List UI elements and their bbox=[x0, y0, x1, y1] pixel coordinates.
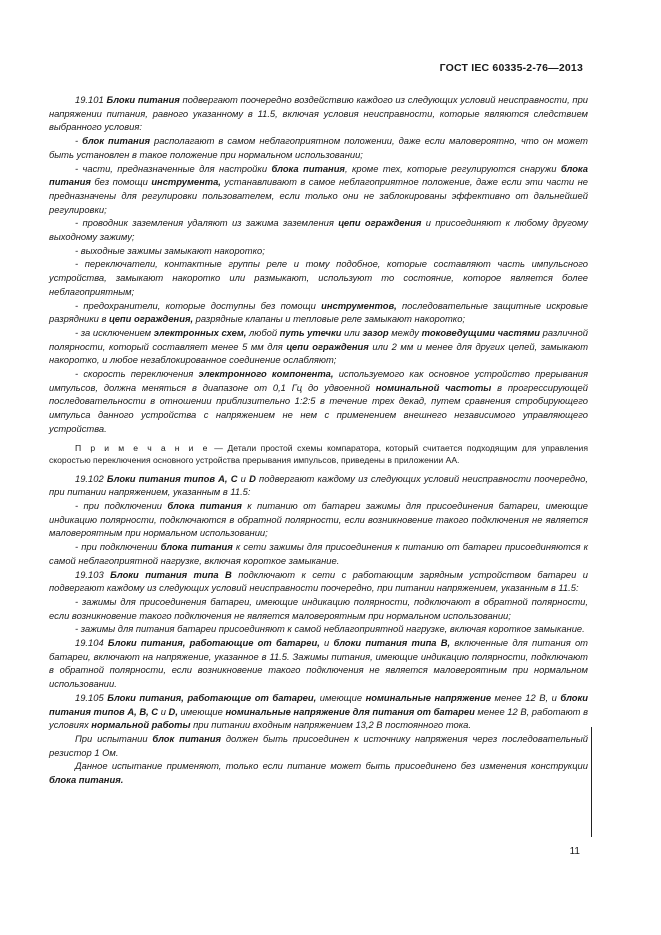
term: блока питания bbox=[167, 499, 242, 511]
term: Блоки питания bbox=[106, 94, 180, 105]
term: инструмента, bbox=[151, 176, 221, 188]
text-run: при питании входным напряжением 13,2 В постоянного тока. bbox=[190, 719, 471, 731]
list-item bbox=[49, 595, 588, 622]
list-item bbox=[49, 499, 588, 540]
text-run: - при подключении bbox=[75, 499, 168, 511]
text-run: 19.105 bbox=[75, 691, 108, 703]
text-run: и bbox=[237, 472, 250, 484]
page-number: 11 bbox=[569, 846, 580, 857]
text-run: к питанию от батареи зажимы для присоединения батареи, имеющие индикацию полярности, подключаются в обратной полярности, если возникновение такого подключения не является маловероятным при нормальном использовании; bbox=[49, 499, 588, 539]
term: цепи ограждения bbox=[286, 340, 369, 352]
text-run: При испытании bbox=[75, 732, 153, 744]
text-run: подключают к сети с работающим зарядным устройством батареи и подвергают каждому из следующих условий неисправности поочередно, при питании напряжением, указанным в 11.5: bbox=[49, 568, 588, 594]
paragraph-19-104 bbox=[49, 636, 588, 691]
text-run: или bbox=[341, 326, 363, 338]
term: D bbox=[249, 472, 256, 484]
term: блоки питания типов А, В, С bbox=[49, 691, 588, 717]
text-run: 19.103 bbox=[75, 568, 111, 580]
text-run: подвергают поочередно воздействию каждого из следующих условий неисправности, при напряжении питания, равного указанному в 11.5, включая условия неисправности, которые являются следствием выбранного условия: bbox=[49, 94, 589, 133]
text-run: - проводник заземления удаляют из зажима заземления bbox=[75, 217, 339, 229]
term: нормальной работы bbox=[91, 719, 191, 731]
text-run: имеющие bbox=[316, 691, 366, 703]
list-item bbox=[49, 162, 588, 217]
text-run: включенные для питания от батареи, включают на напряжение, указанное в 11.5. Зажимы питания, имеющие индикацию полярности, подключают в обратной полярности, если возникновение такого подключения не является маловероятным при нормальном использовании. bbox=[49, 637, 588, 690]
text-run: 19.101 bbox=[75, 94, 107, 105]
list-item bbox=[49, 216, 588, 243]
text-run: , кроме тех, которые регулируются снаружи bbox=[344, 162, 561, 174]
text-run: подвергают каждому из следующих условий неисправности поочередно, при питании напряжением, указанным в 11.5: bbox=[49, 472, 588, 498]
term: блоки питания типа В, bbox=[333, 637, 451, 649]
paragraph-19-101 bbox=[49, 93, 588, 134]
term: цепи ограждения, bbox=[109, 313, 194, 325]
text-run: и bbox=[319, 637, 334, 649]
list-item bbox=[49, 257, 588, 298]
change-bar bbox=[591, 727, 592, 837]
text-run: без помощи bbox=[90, 176, 152, 188]
standard-header: ГОСТ IEC 60335-2-76—2013 bbox=[439, 62, 583, 74]
term: Блоки питания, работающие от батареи, bbox=[107, 637, 320, 649]
note-label: П р и м е ч а н и е bbox=[75, 442, 210, 453]
text-run: разрядные клапаны и тепловые реле замыкают накоротко; bbox=[193, 313, 466, 325]
text-run: имеющие bbox=[177, 705, 226, 717]
list-item bbox=[49, 367, 588, 436]
text-run: различной полярности, который составляет менее 5 мм для bbox=[49, 326, 588, 352]
note-text: — Детали простой схемы компаратора, который считается подходящим для управления скоростью переключения основного устройства прерывания импульсов, приведены в приложении АА. bbox=[49, 442, 588, 465]
term: блок питания bbox=[82, 135, 150, 147]
text-run: - части, предназначенные для настройки bbox=[75, 162, 272, 174]
paragraph-19-103 bbox=[49, 568, 588, 595]
text-run: - переключатели, контактные группы реле и тому подобное, которые составляют часть импульсного устройства, замыкают накоротко или размыкают, используют то состояние, которое является более неблагоприятным; bbox=[49, 258, 588, 297]
document-body bbox=[49, 93, 588, 787]
note bbox=[49, 442, 588, 466]
term: номинальной частоты bbox=[375, 381, 492, 393]
text-run: располагают в самом неблагоприятном положении, даже если маловероятно, что он может быть установлен в такое положение при нормальном использовании; bbox=[49, 135, 588, 160]
term: зазор bbox=[362, 326, 389, 338]
text-run: менее 12 В, и bbox=[491, 691, 561, 703]
term: Блоки питания типа В bbox=[110, 568, 232, 580]
text-run: 19.102 bbox=[75, 472, 107, 484]
term: токоведущими частями bbox=[421, 326, 541, 338]
text-run: к сети зажимы для присоединения к питанию от батареи присоединяются к самой неблагоприятной нагрузке, включая короткое замыкание. bbox=[49, 541, 589, 566]
text-run: и присоединяют к любому другому выходному зажиму; bbox=[49, 217, 588, 243]
text-run: или 2 мм и менее для других цепей, замыкают накоротко, и любое незаблокированное соединение ослабляют; bbox=[49, 340, 588, 366]
term: номинальные напряжение bbox=[365, 691, 492, 703]
list-item bbox=[49, 244, 588, 258]
list-item bbox=[49, 540, 588, 567]
text-run: - зажимы для питания батареи присоединяют к самой неблагоприятной нагрузке, включая короткое замыкание. bbox=[75, 623, 585, 635]
paragraph-19-102 bbox=[49, 472, 588, 499]
list-item bbox=[49, 299, 588, 326]
text-run: должен быть присоединен к источнику напряжения через последовательный резистор 1 Ом. bbox=[49, 732, 588, 758]
term: электронных схем, bbox=[153, 326, 247, 338]
term: блока питания bbox=[49, 162, 589, 188]
term: блок питания bbox=[152, 732, 222, 744]
list-item bbox=[49, 622, 588, 636]
text-run: между bbox=[388, 326, 422, 338]
text-run: последовательные защитные искровые разрядники в bbox=[49, 299, 588, 325]
text-run: - bbox=[75, 135, 83, 147]
term: блока питания. bbox=[49, 774, 124, 786]
text-run: 19.104 bbox=[75, 637, 108, 649]
test-condition bbox=[49, 732, 588, 759]
text-run: Данное испытание применяют, только если питание может быть присоединено без изменения конструкции bbox=[75, 760, 588, 772]
term: Блоки питания типов А, С bbox=[106, 472, 238, 484]
text-run: - за исключением bbox=[75, 326, 154, 338]
term: номинальные напряжение для питания от батареи bbox=[225, 705, 475, 717]
term: электронного компонента, bbox=[198, 368, 334, 380]
list-item bbox=[49, 326, 588, 367]
text-run: - предохранители, которые доступны без помощи bbox=[75, 299, 322, 311]
test-applicability bbox=[49, 759, 588, 786]
text-run: менее 12 В, работают в условиях bbox=[49, 705, 588, 731]
term: путь утечки bbox=[279, 326, 342, 338]
term: Блоки питания, работающие от батареи, bbox=[107, 691, 317, 703]
term: D, bbox=[168, 705, 178, 717]
term: блока питания bbox=[160, 541, 233, 553]
text-run: любой bbox=[246, 326, 280, 338]
text-run: и bbox=[158, 705, 169, 717]
text-run: - скорость переключения bbox=[75, 368, 199, 380]
list-item bbox=[49, 134, 588, 161]
text-run: - выходные зажимы замыкают накоротко; bbox=[75, 244, 265, 256]
text-run: устанавливают в самое неблагоприятное положение, даже если эти части не предназначены для регулировки пользователем, если только они не заблокированы эффективно от дальнейшей регулировки; bbox=[49, 176, 588, 215]
text-run: - при подключении bbox=[75, 541, 161, 553]
text-run: в прогрессирующей последовательности в отношении приблизительно 1:2:5 в течение трех декад, путем сравнения стробирующего импульса данного устройства с напряжением не нем с применением внешнего независимого управляющего устройства. bbox=[49, 381, 588, 434]
term: инструментов, bbox=[321, 299, 397, 311]
text-run: - зажимы для присоединения батареи, имеющие индикацию полярности, подключают в обратной полярности, если возникновение такого подключения не является маловероятным при нормальном использовании; bbox=[49, 595, 588, 621]
term: блока питания bbox=[271, 162, 345, 174]
text-run: используемого как основное устройство прерывания импульсов, должна меняться в диапазоне от 0,1 Гц до удвоенной bbox=[49, 368, 588, 393]
term: цепи ограждения bbox=[338, 217, 422, 229]
paragraph-19-105 bbox=[49, 691, 588, 732]
